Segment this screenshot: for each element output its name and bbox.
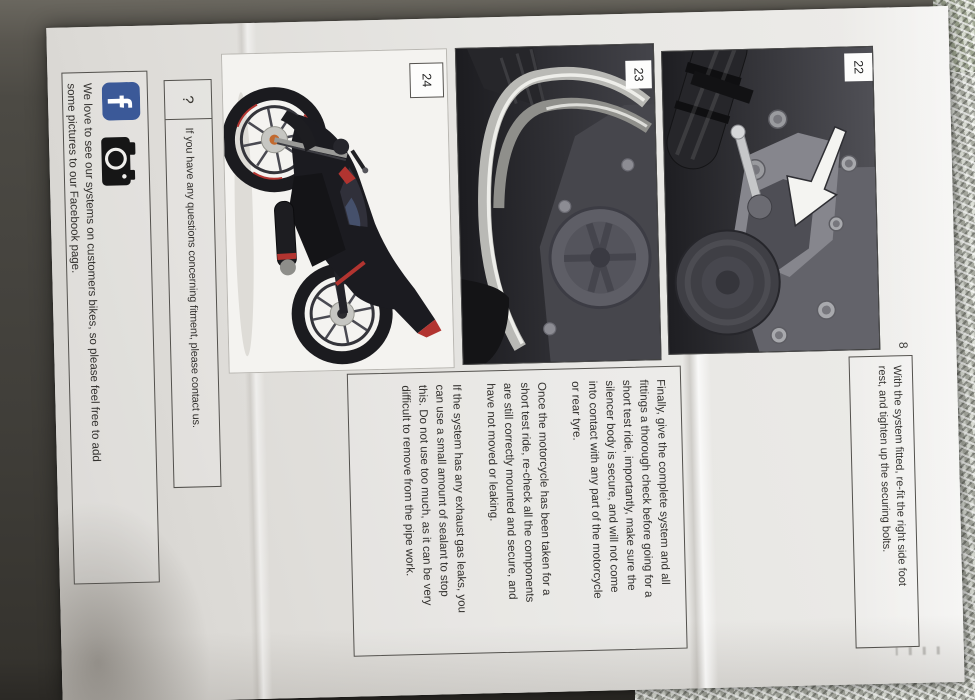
step-24-label: 24 — [409, 62, 444, 98]
caption-line: With the system fitted, re-fit the right side foot — [890, 365, 909, 587]
text-line: some pictures to our Facebook page. — [65, 83, 82, 274]
facebook-icon — [102, 82, 141, 121]
final-check-paragraph — [396, 384, 470, 643]
social-icon-row — [98, 82, 152, 573]
exhaust-headers-photo-art — [456, 44, 661, 364]
text-line: silencer body is secure, and will not come — [603, 380, 621, 593]
final-check-paragraph — [481, 382, 555, 641]
engine-bracket-photo-art — [662, 47, 879, 354]
text-line: difficult to remove from the pipe work. — [399, 385, 416, 577]
text-line: have not moved or leaking. — [484, 383, 500, 522]
page-number: 8 — [896, 341, 911, 349]
step-23-label: 23 — [625, 60, 652, 89]
step-22-label: 22 — [844, 53, 873, 82]
caption-line: rest, and tighten up the securing bolts. — [875, 365, 893, 553]
text-line: fittings a thorough check before going for a — [637, 379, 655, 598]
text-line: short test ride, re-check all the components — [518, 382, 536, 603]
final-check-paragraph — [566, 379, 674, 638]
text-line: this. Do not use too much, as it can be very — [416, 384, 434, 606]
contact-text: If you have any questions concerning fitment, please contact us. — [182, 127, 203, 428]
camera-icon — [100, 136, 139, 187]
text-line: into contact with any part of the motorcycle — [586, 380, 604, 599]
final-checks-box — [347, 366, 688, 657]
social-box — [61, 71, 159, 585]
paper-crease — [682, 350, 718, 689]
text-line: We love to see our systems on customers bikes, so please feel free to add — [80, 82, 102, 462]
text-line: can use a small amount of sealant to stop — [433, 384, 451, 597]
text-line: Finally, give the complete system and all — [654, 379, 672, 585]
step-23-photo — [455, 43, 662, 365]
step-22-photo — [661, 46, 880, 355]
step-24-photo — [221, 48, 455, 373]
question-mark-icon: ? — [165, 80, 212, 120]
text-line: If the system has any exhaust gas leaks, you — [450, 383, 468, 614]
text-line: are still correctly mounted and secure, and — [501, 382, 519, 600]
faint-pencil-marks — [896, 646, 940, 655]
step-22-caption — [849, 355, 920, 648]
text-line: short test ride, importantly, make sure the — [620, 379, 638, 591]
text-line: or rear tyre. — [569, 381, 583, 441]
manual-page — [46, 6, 964, 700]
contact-strip — [164, 79, 222, 488]
clutch-cover — [674, 229, 781, 336]
text-line: Once the motorcycle has been taken for a — [535, 381, 553, 596]
